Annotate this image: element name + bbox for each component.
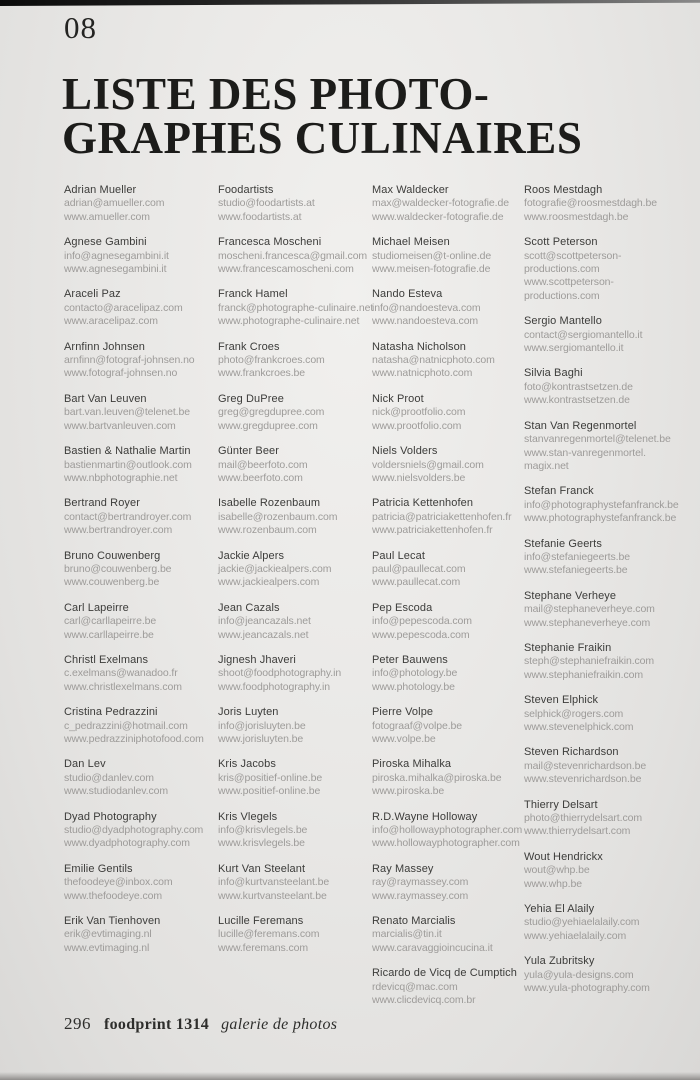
contact-line: www.photographe-culinaire.net bbox=[218, 315, 360, 328]
contact-line: www.couwenberg.be bbox=[64, 576, 160, 589]
contact-line: natasha@natnicphoto.com bbox=[372, 354, 495, 367]
contact-line: www.carllapeirre.be bbox=[64, 628, 154, 641]
photographer-name: Patricia Kettenhofen bbox=[372, 497, 474, 510]
contact-line: wout@whp.be bbox=[524, 864, 590, 877]
photographer-entry bbox=[372, 550, 524, 590]
contact-line: www.beerfoto.com bbox=[218, 471, 303, 484]
contact-line: www.foodartists.at bbox=[218, 210, 302, 223]
photographer-name: Stefanie Geerts bbox=[524, 537, 602, 550]
photographer-entry bbox=[524, 799, 690, 839]
photographer-entry bbox=[218, 758, 372, 798]
photographer-entry bbox=[524, 642, 690, 682]
column-3 bbox=[372, 184, 524, 1020]
photographer-name: Stan Van Regenmortel bbox=[524, 419, 637, 432]
contact-line: contact@sergiomantello.it bbox=[524, 328, 643, 341]
photographer-name: Günter Beer bbox=[218, 445, 280, 458]
photographer-name: Kris Vlegels bbox=[218, 810, 278, 823]
contact-line: www.studiodanlev.com bbox=[64, 785, 169, 798]
photographer-entry bbox=[372, 236, 524, 276]
photographer-name: Erik Van Tienhoven bbox=[64, 915, 161, 928]
photographer-name: Silvia Baghi bbox=[524, 367, 583, 380]
page-title-line1: LISTE DES PHOTO- bbox=[62, 69, 490, 119]
photographer-entry bbox=[64, 915, 218, 955]
contact-line: www.whp.be bbox=[524, 877, 582, 890]
photographer-name: Arnfinn Johnsen bbox=[64, 340, 145, 353]
contact-line: carl@carllapeirre.be bbox=[64, 615, 157, 628]
photographer-entry bbox=[524, 236, 690, 303]
photographer-entry bbox=[64, 758, 218, 798]
photographer-entry bbox=[372, 184, 524, 224]
contact-line: bruno@couwenberg.be bbox=[64, 562, 172, 575]
contact-line: voldersniels@gmail.com bbox=[372, 458, 484, 471]
photographer-name: Bastien & Nathalie Martin bbox=[64, 445, 191, 458]
photographer-entry bbox=[372, 393, 524, 433]
contact-line: info@pepescoda.com bbox=[372, 615, 472, 628]
photographer-name: Bruno Couwenberg bbox=[64, 549, 161, 562]
photographer-name: R.D.Wayne Holloway bbox=[372, 810, 478, 823]
contact-line: c.exelmans@wanadoo.fr bbox=[64, 667, 178, 680]
photographer-name: Joris Luyten bbox=[218, 706, 279, 719]
photographer-entry bbox=[372, 706, 524, 746]
contact-line: www.krisvlegels.be bbox=[218, 837, 305, 850]
photographer-name: Natasha Nicholson bbox=[372, 340, 467, 353]
contact-line: www.kontrastsetzen.de bbox=[524, 394, 630, 407]
photographer-entry bbox=[64, 497, 218, 537]
photographer-entry bbox=[64, 288, 218, 328]
photographer-name: Stefan Franck bbox=[524, 485, 594, 498]
photographer-entry bbox=[372, 497, 524, 537]
contact-line: www.christlexelmans.com bbox=[64, 680, 182, 693]
photographer-name: Sergio Mantello bbox=[524, 315, 602, 328]
contact-line: studio@yehiaelalaily.com bbox=[524, 916, 640, 929]
photographer-name: Yula Zubritsky bbox=[524, 955, 595, 968]
contact-line: arnfinn@fotograf-johnsen.no bbox=[64, 354, 195, 367]
photographer-entry bbox=[218, 863, 372, 903]
contact-line: patricia@patriciakettenhofen.fr bbox=[372, 510, 512, 523]
photographer-entry bbox=[64, 341, 218, 381]
contact-line: www.hollowayphotographer.com bbox=[372, 837, 520, 850]
footer-page-number: 296 bbox=[64, 1014, 91, 1033]
photographer-entry bbox=[524, 538, 690, 578]
photographer-entry bbox=[372, 915, 524, 955]
contact-line: www.meisen-fotografie.de bbox=[372, 263, 491, 276]
contact-line: www.yula-photography.com bbox=[524, 982, 650, 995]
contact-line: www.nielsvolders.be bbox=[372, 471, 466, 484]
column-1 bbox=[64, 184, 218, 1020]
contact-line: stanvanregenmortel@telenet.be bbox=[524, 433, 671, 446]
photographer-name: Bertrand Royer bbox=[64, 497, 140, 510]
contact-line: www.photology.be bbox=[372, 680, 455, 693]
photographer-entry bbox=[372, 288, 524, 328]
column-4 bbox=[524, 184, 690, 1020]
photographer-entry bbox=[524, 590, 690, 630]
photographer-name: Adrian Mueller bbox=[64, 184, 137, 196]
contact-line: www.evtimaging.nl bbox=[64, 941, 150, 954]
contact-line: www.jackiealpers.com bbox=[218, 576, 320, 589]
contact-line: mail@beerfoto.com bbox=[218, 458, 308, 471]
contact-line: scott@scottpeterson- bbox=[524, 249, 622, 262]
contact-line: www.jeancazals.net bbox=[218, 628, 309, 641]
contact-line: www.bertrandroyer.com bbox=[64, 524, 173, 537]
photographer-entry bbox=[218, 288, 372, 328]
contact-line: steph@stephaniefraikin.com bbox=[524, 655, 655, 668]
contact-line: www.clicdevicq.com.br bbox=[372, 994, 476, 1007]
contact-line: isabelle@rozenbaum.com bbox=[218, 510, 338, 523]
contact-line: www.nbphotographie.net bbox=[64, 471, 178, 484]
contact-line: photo@thierrydelsart.com bbox=[524, 812, 642, 825]
contact-line: info@photographystefanfranck.be bbox=[524, 498, 679, 511]
photographer-name: Renato Marcialis bbox=[372, 915, 456, 928]
contact-line: www.fotograf-johnsen.no bbox=[64, 367, 178, 380]
photographer-name: Pierre Volpe bbox=[372, 706, 434, 719]
page-bottom-edge-shadow bbox=[0, 1072, 700, 1080]
contact-line: www.foodphotography.in bbox=[218, 680, 331, 693]
contact-line: www.stephaniefraikin.com bbox=[524, 668, 643, 681]
photographer-entry bbox=[524, 420, 690, 474]
contact-line: www.paullecat.com bbox=[372, 576, 461, 589]
photographer-entry bbox=[524, 485, 690, 525]
contact-line: www.rozenbaum.com bbox=[218, 524, 317, 537]
contact-line: www.dyadphotography.com bbox=[64, 837, 190, 850]
photographer-name: Cristina Pedrazzini bbox=[64, 706, 158, 719]
photographer-name: Frank Croes bbox=[218, 340, 280, 353]
contact-line: fotograaf@volpe.be bbox=[372, 719, 463, 732]
photographer-entry bbox=[64, 706, 218, 746]
photographer-name: Wout Hendrickx bbox=[524, 850, 603, 863]
contact-line: productions.com bbox=[524, 263, 600, 276]
contact-line: www.caravaggioincucina.it bbox=[372, 941, 493, 954]
photographer-name: Dyad Photography bbox=[64, 810, 157, 823]
photographer-name: Stephane Verheye bbox=[524, 589, 617, 602]
contact-line: info@jorisluyten.be bbox=[218, 719, 306, 732]
photographer-entry bbox=[218, 445, 372, 485]
photographer-name: Agnese Gambini bbox=[64, 236, 147, 249]
photographer-name: Stephanie Fraikin bbox=[524, 641, 612, 654]
contact-line: www.roosmestdagh.be bbox=[524, 210, 629, 223]
photographer-name: Niels Volders bbox=[372, 445, 438, 458]
photographer-entry bbox=[218, 236, 372, 276]
contact-line: www.thierrydelsart.com bbox=[524, 825, 631, 838]
contact-line: ray@raymassey.com bbox=[372, 876, 469, 889]
photographer-name: Paul Lecat bbox=[372, 549, 425, 562]
contact-line: franck@photographe-culinaire.net bbox=[218, 301, 374, 314]
photographer-name: Francesca Moscheni bbox=[218, 236, 322, 249]
photographer-name: Kris Jacobs bbox=[218, 758, 276, 771]
photographer-entry bbox=[218, 341, 372, 381]
contact-line: photo@frankcroes.com bbox=[218, 354, 325, 367]
footer-magazine-title: foodprint 1314 bbox=[104, 1016, 210, 1033]
contact-line: www.thefoodeye.com bbox=[64, 889, 163, 902]
photographer-name: Greg DuPree bbox=[218, 392, 284, 405]
contact-line: moscheni.francesca@gmail.com bbox=[218, 249, 368, 262]
contact-line: foto@kontrastsetzen.de bbox=[524, 380, 633, 393]
footer-section-title: galerie de photos bbox=[221, 1016, 338, 1033]
page-title-line2: GRAPHES CULINAIRES bbox=[62, 113, 583, 163]
contact-line: studiomeisen@t-online.de bbox=[372, 249, 492, 262]
contact-line: max@waldecker-fotografie.de bbox=[372, 197, 509, 210]
contact-line: www.positief-online.be bbox=[218, 785, 321, 798]
contact-line: www.stevenelphick.com bbox=[524, 721, 634, 733]
photographer-entry bbox=[218, 393, 372, 433]
contact-line: www.feremans.com bbox=[218, 941, 309, 954]
photographer-name: Araceli Paz bbox=[64, 288, 121, 301]
contact-line: www.aracelipaz.com bbox=[64, 315, 158, 328]
photographer-entry bbox=[64, 184, 218, 224]
photographer-entry bbox=[524, 184, 690, 224]
contact-line: www.francescamoscheni.com bbox=[218, 263, 354, 276]
photographer-entry bbox=[524, 315, 690, 355]
photographer-entry bbox=[372, 811, 524, 851]
contact-line: www.jorisluyten.be bbox=[218, 733, 304, 745]
contact-line: fotografie@roosmestdagh.be bbox=[524, 197, 657, 210]
photographer-entry bbox=[218, 654, 372, 694]
contact-line: www.piroska.be bbox=[372, 785, 445, 798]
contact-line: www.frankcroes.be bbox=[218, 367, 306, 380]
photographer-entry bbox=[372, 654, 524, 694]
contact-line: studio@danlev.com bbox=[64, 771, 154, 784]
photographer-entry bbox=[218, 550, 372, 590]
photographer-entry bbox=[64, 863, 218, 903]
contact-line: www.prootfolio.com bbox=[372, 419, 462, 432]
contact-line: www.waldecker-fotografie.de bbox=[372, 210, 504, 223]
contact-line: www.stephaneverheye.com bbox=[524, 616, 651, 629]
contact-line: contact@bertrandroyer.com bbox=[64, 510, 192, 523]
contact-line: www.kurtvansteelant.be bbox=[218, 889, 327, 902]
photographer-entry bbox=[372, 445, 524, 485]
contact-line: www.patriciakettenhofen.fr bbox=[372, 524, 493, 537]
contact-line: rdevicq@mac.com bbox=[372, 980, 458, 993]
photographer-entry bbox=[524, 903, 690, 943]
photographer-name: Jignesh Jhaveri bbox=[218, 653, 296, 666]
contact-line: nick@prootfolio.com bbox=[372, 406, 466, 419]
photographer-entry bbox=[64, 602, 218, 642]
chapter-number: 08 bbox=[64, 10, 97, 45]
photographer-name: Carl Lapeirre bbox=[64, 601, 129, 614]
photographer-name: Steven Richardson bbox=[524, 746, 619, 759]
contact-line: www.stefaniegeerts.be bbox=[524, 564, 628, 577]
contact-line: www.stevenrichardson.be bbox=[524, 773, 642, 786]
photographer-entry bbox=[372, 602, 524, 642]
contact-line: info@nandoesteva.com bbox=[372, 301, 481, 314]
photographer-name: Yehia El Alaily bbox=[524, 903, 595, 916]
contact-line: lucille@feremans.com bbox=[218, 928, 320, 941]
photographer-name: Ray Massey bbox=[372, 862, 434, 875]
contact-line: www.amueller.com bbox=[64, 210, 150, 223]
photographer-entry bbox=[64, 550, 218, 590]
photographer-name: Scott Peterson bbox=[524, 236, 598, 249]
photographer-name: Emilie Gentils bbox=[64, 862, 133, 875]
contact-line: thefoodeye@inbox.com bbox=[64, 876, 173, 889]
photographer-name: Nando Esteva bbox=[372, 288, 443, 301]
photographer-entry bbox=[218, 706, 372, 746]
contact-line: www.pedrazziniphotofood.com bbox=[64, 733, 204, 745]
photographer-name: Dan Lev bbox=[64, 758, 106, 771]
contact-line: www.volpe.be bbox=[372, 733, 436, 745]
photographer-entry bbox=[64, 236, 218, 276]
photographer-name: Roos Mestdagh bbox=[524, 184, 603, 196]
photographer-name: Christl Exelmans bbox=[64, 653, 149, 666]
photographer-name: Michael Meisen bbox=[372, 236, 450, 249]
contact-line: www.scottpeterson- bbox=[524, 276, 614, 289]
photographer-entry bbox=[218, 811, 372, 851]
contact-line: www.gregdupree.com bbox=[218, 419, 318, 432]
contact-line: adrian@amueller.com bbox=[64, 197, 165, 210]
contact-line: kris@positief-online.be bbox=[218, 771, 323, 784]
photographer-name: Piroska Mihalka bbox=[372, 758, 452, 771]
contact-line: shoot@foodphotography.in bbox=[218, 667, 342, 680]
photographer-columns bbox=[64, 184, 690, 1020]
contact-line: info@kurtvansteelant.be bbox=[218, 876, 330, 889]
photographer-entry bbox=[524, 955, 690, 995]
photographer-name: Bart Van Leuven bbox=[64, 392, 147, 405]
photographer-entry bbox=[372, 758, 524, 798]
photographer-name: Franck Hamel bbox=[218, 288, 288, 301]
photographer-entry bbox=[64, 654, 218, 694]
contact-line: www.natnicphoto.com bbox=[372, 367, 473, 380]
photographer-name: Foodartists bbox=[218, 184, 274, 196]
photographer-name: Max Waldecker bbox=[372, 184, 449, 196]
photographer-entry bbox=[218, 915, 372, 955]
contact-line: greg@gregdupree.com bbox=[218, 406, 325, 419]
contact-line: jackie@jackiealpers.com bbox=[218, 562, 332, 575]
photographer-entry bbox=[524, 694, 690, 734]
photographer-name: Ricardo de Vicq de Cumptich bbox=[372, 967, 517, 980]
photographer-name: Isabelle Rozenbaum bbox=[218, 497, 321, 510]
contact-line: bastienmartin@outlook.com bbox=[64, 458, 192, 471]
photographer-entry bbox=[218, 602, 372, 642]
contact-line: erik@evtimaging.nl bbox=[64, 928, 152, 941]
contact-line: studio@foodartists.at bbox=[218, 197, 315, 210]
photographer-entry bbox=[524, 851, 690, 891]
page-top-edge-shadow bbox=[0, 0, 700, 6]
contact-line: info@agnesegambini.it bbox=[64, 249, 169, 262]
photographer-name: Steven Elphick bbox=[524, 694, 599, 707]
photographer-name: Pep Escoda bbox=[372, 601, 433, 614]
contact-line: contacto@aracelipaz.com bbox=[64, 301, 183, 314]
page-title bbox=[62, 69, 662, 163]
contact-line: productions.com bbox=[524, 289, 600, 302]
contact-line: studio@dyadphotography.com bbox=[64, 824, 204, 837]
photographer-entry bbox=[64, 445, 218, 485]
contact-line: info@jeancazals.net bbox=[218, 615, 311, 628]
contact-line: mail@stephaneverheye.com bbox=[524, 603, 655, 616]
contact-line: marcialis@tin.it bbox=[372, 928, 442, 941]
photographer-entry bbox=[64, 811, 218, 851]
photographer-entry bbox=[64, 393, 218, 433]
contact-line: selphick@rogers.com bbox=[524, 707, 624, 720]
contact-line: www.agnesegambini.it bbox=[64, 263, 167, 276]
photographer-entry bbox=[218, 184, 372, 224]
contact-line: info@stefaniegeerts.be bbox=[524, 550, 630, 563]
photographer-entry bbox=[372, 863, 524, 903]
page-footer bbox=[64, 1014, 337, 1034]
contact-line: yula@yula-designs.com bbox=[524, 968, 634, 981]
photographer-name: Thierry Delsart bbox=[524, 798, 598, 811]
contact-line: c_pedrazzini@hotmail.com bbox=[64, 719, 188, 732]
column-2 bbox=[218, 184, 372, 1020]
contact-line: www.stan-vanregenmortel. bbox=[524, 446, 646, 459]
photographer-name: Nick Proot bbox=[372, 392, 424, 405]
contact-line: paul@paullecat.com bbox=[372, 562, 466, 575]
photographer-name: Peter Bauwens bbox=[372, 653, 448, 666]
photographer-entry bbox=[372, 967, 524, 1007]
contact-line: www.pepescoda.com bbox=[372, 628, 470, 641]
contact-line: www.bartvanleuven.com bbox=[64, 419, 176, 432]
photographer-entry bbox=[218, 497, 372, 537]
photographer-entry bbox=[524, 746, 690, 786]
contact-line: piroska.mihalka@piroska.be bbox=[372, 771, 502, 784]
photographer-name: Kurt Van Steelant bbox=[218, 862, 306, 875]
photographer-name: Lucille Feremans bbox=[218, 915, 304, 928]
contact-line: info@hollowayphotographer.com bbox=[372, 824, 523, 837]
contact-line: info@krisvlegels.be bbox=[218, 824, 308, 837]
contact-line: www.raymassey.com bbox=[372, 889, 469, 902]
contact-line: www.sergiomantello.it bbox=[524, 342, 624, 355]
contact-line: www.photographystefanfranck.be bbox=[524, 512, 677, 525]
photographer-entry bbox=[372, 341, 524, 381]
contact-line: bart.van.leuven@telenet.be bbox=[64, 406, 190, 419]
contact-line: www.nandoesteva.com bbox=[372, 315, 479, 328]
contact-line: www.yehiaelalaily.com bbox=[524, 929, 627, 942]
photographer-name: Jean Cazals bbox=[218, 601, 280, 614]
photographer-name: Jackie Alpers bbox=[218, 549, 285, 562]
contact-line: info@photology.be bbox=[372, 667, 458, 680]
photographer-entry bbox=[524, 367, 690, 407]
contact-line: mail@stevenrichardson.be bbox=[524, 759, 647, 772]
contact-line: magix.net bbox=[524, 459, 569, 472]
